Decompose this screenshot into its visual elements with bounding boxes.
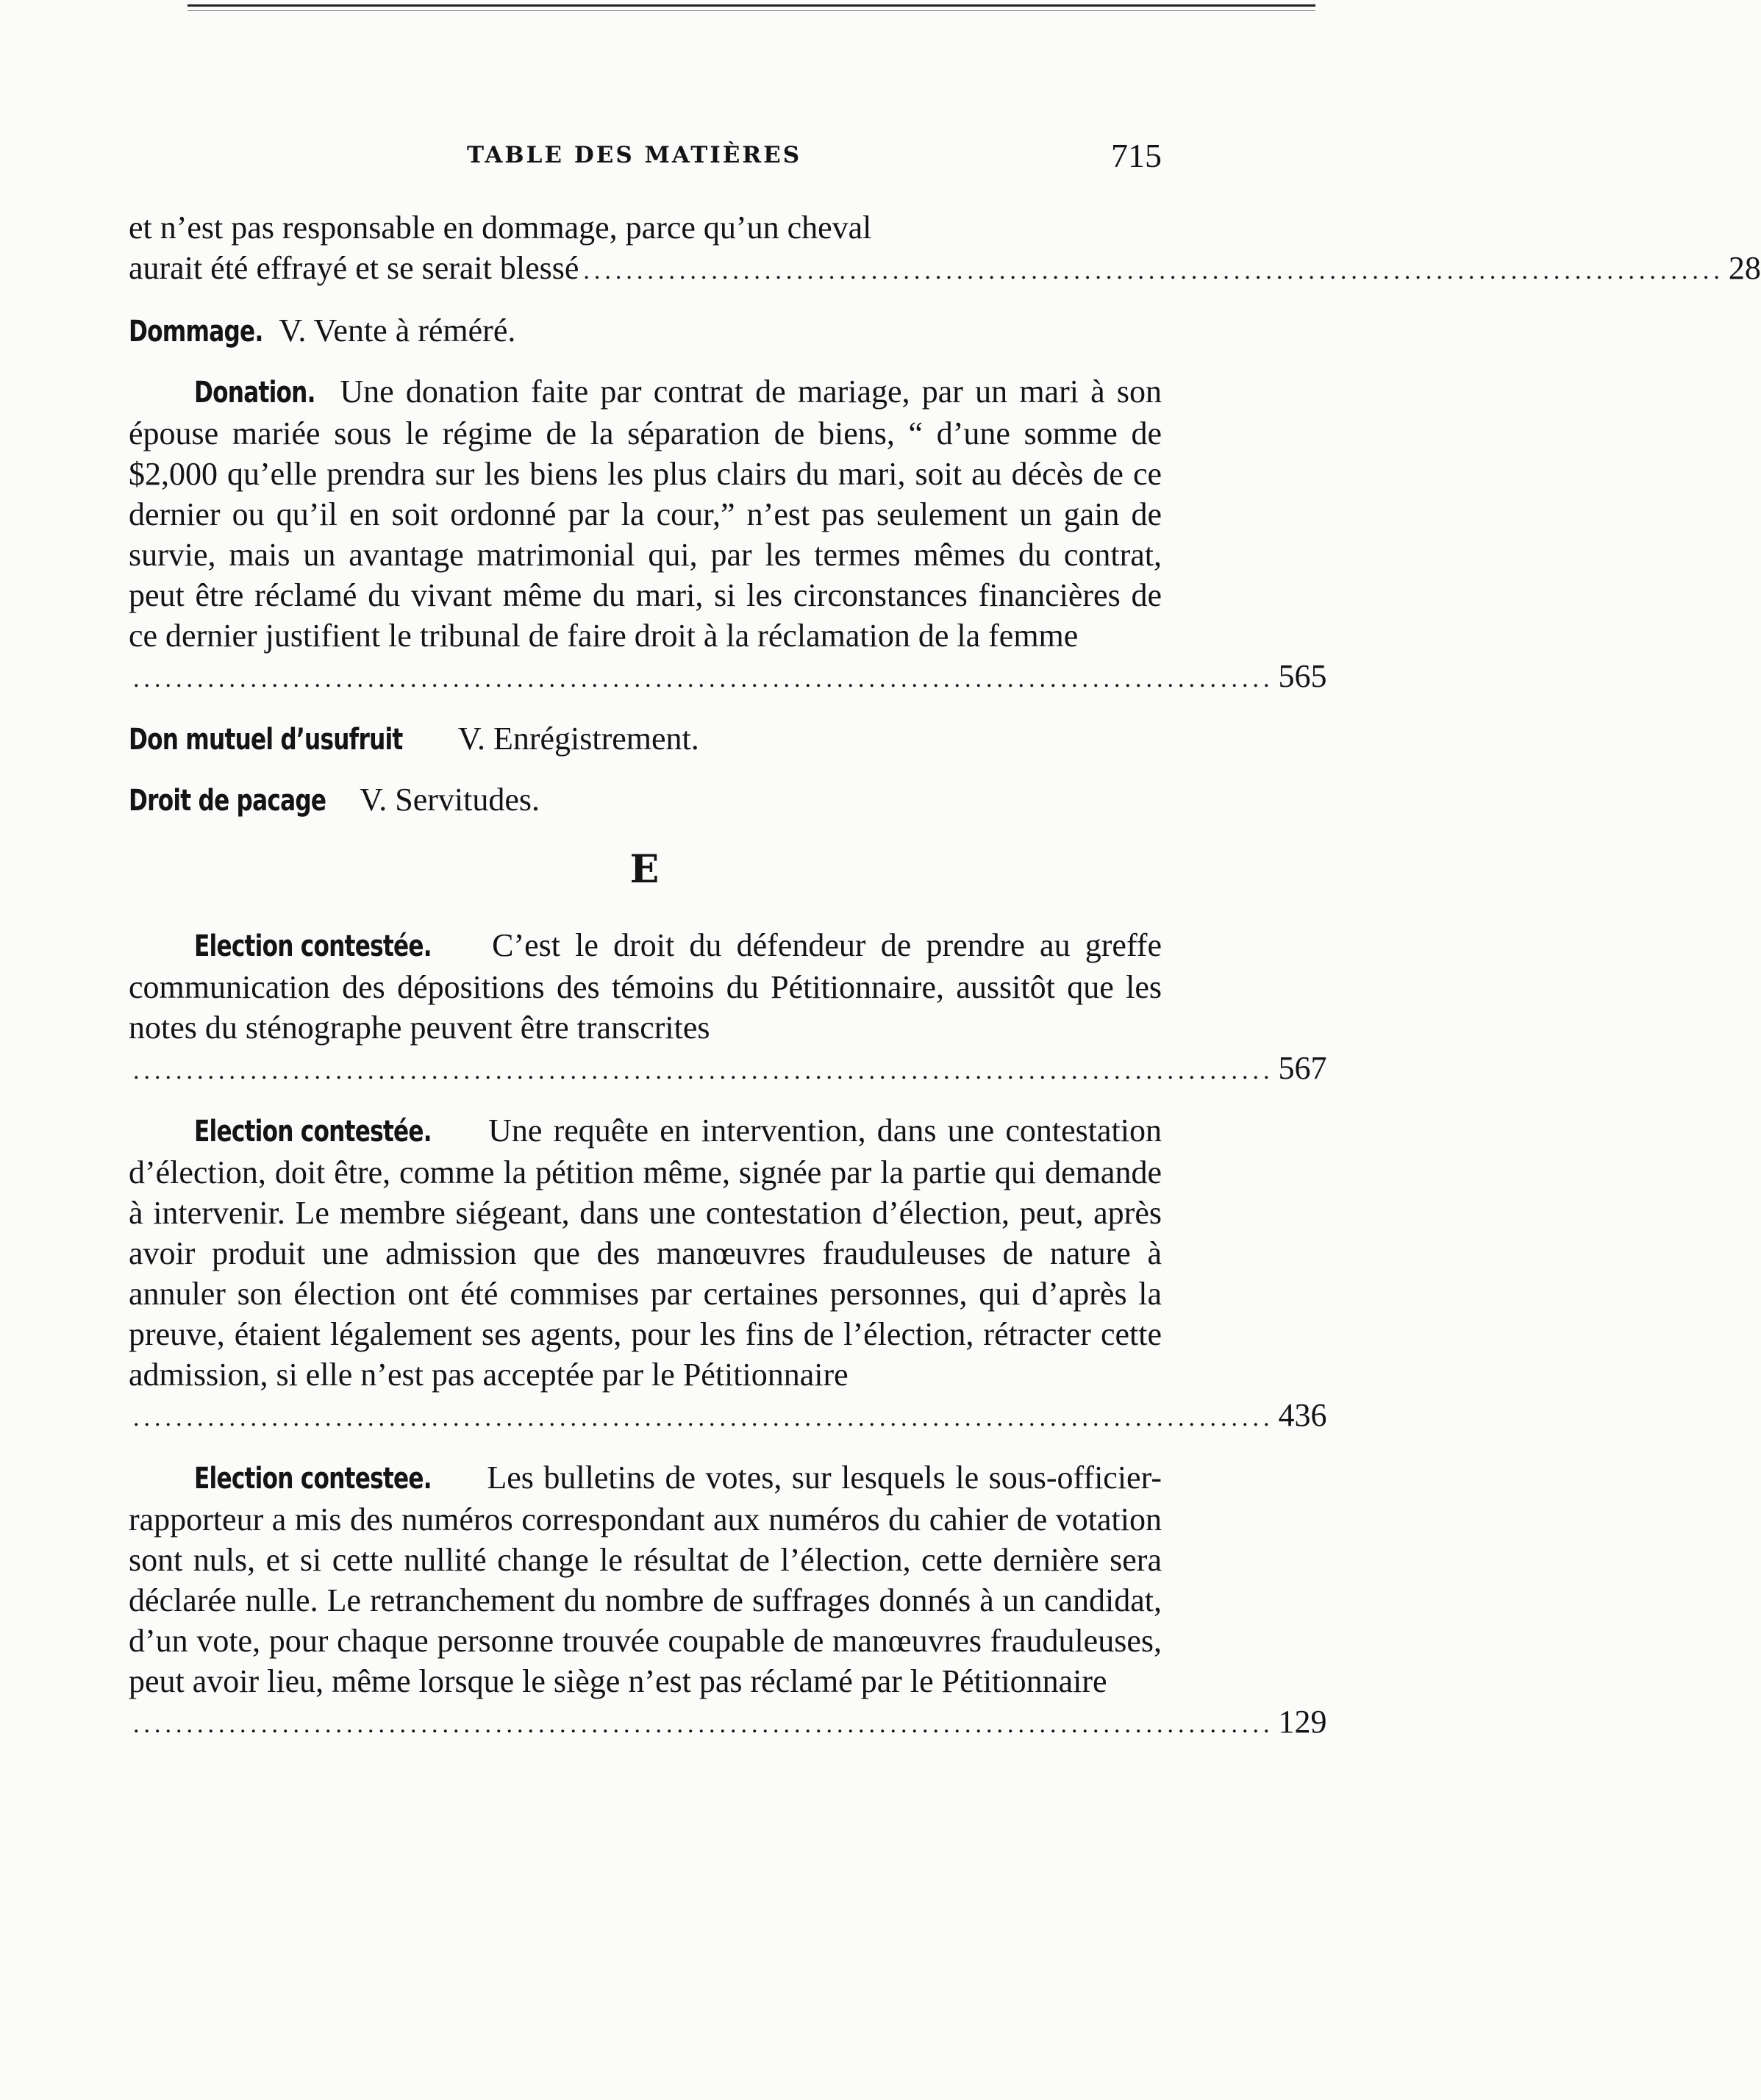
top-rule-thin (187, 10, 1315, 11)
entry-election-1 (129, 925, 1327, 1091)
leader-line (129, 1048, 1327, 1091)
page-ref: 436 (1278, 1397, 1327, 1433)
entry-body: V. Servitudes. (360, 782, 540, 818)
entry-body: C’est le droit du défendeur de prendre au greffe communication des dépositions des témoins du Pétitionnaire, aussitôt que les notes du sténographe peuvent être transcrites (129, 927, 1162, 1046)
page-ref: 567 (1278, 1050, 1327, 1086)
entry-body: et n’est pas responsable en dommage, parce qu’un cheval (129, 210, 872, 246)
entry-headword: Election contestée. (194, 1115, 432, 1149)
leader-dots: ........................................................................................................... (583, 257, 1724, 285)
entry-continuation (129, 207, 1761, 291)
page-header (129, 136, 1162, 180)
entry-headword: Election contestee. (194, 1462, 432, 1496)
page-content (129, 207, 1761, 1764)
leader-line (129, 1395, 1327, 1438)
leader-line (129, 248, 1761, 291)
entry-body: V. Enrégistrement. (457, 721, 699, 757)
page-ref: 129 (1278, 1704, 1327, 1740)
leader-line (129, 1701, 1327, 1745)
entry-headword: Dommage. (129, 315, 263, 349)
entry-headword: Donation. (194, 376, 315, 410)
top-rule (187, 4, 1315, 7)
page-ref: 28 (1728, 250, 1761, 286)
page-title: TABLE DES MATIÈRES (467, 142, 802, 168)
entry-body: Une donation faite par contrat de mariage, par un mari à son épouse mariée sous le régime de la séparation de biens, “ d’une somme de $2,000 qu’elle prendra sur les biens les plus clairs du mari, soit au décès de ce dernier ou qu’il en soit ordonné par la cour,” n’est pas seulement un gain de survie, mais un avantage matrimonial qui, par les termes mêmes du contrat, peut être réclamé du vivant même du mari, si les circonstances financières de ce dernier justifient le tribunal de faire droit à la réclamation de la femme (129, 374, 1162, 654)
entry-donation (129, 371, 1327, 699)
page-ref: 565 (1278, 658, 1327, 694)
entry-headword: Don mutuel d’usufruit (129, 723, 403, 757)
page-number: 715 (1111, 137, 1162, 174)
entry-don-mutuel (129, 718, 1162, 760)
entry-dommage (129, 310, 1162, 352)
section-letter: E (629, 847, 661, 892)
entry-body: V. Vente à réméré. (279, 312, 516, 349)
leader-dots: ........................................................................................................... (133, 1404, 1274, 1432)
entry-body: Les bulletins de votes, sur lesquels le sous-officier-rapporteur a mis des numéros correspondant aux numéros du cahier de votation sont nuls, et si cette nullité change le résultat de l’élection, cette dernière sera déclarée nulle. Le retranchement du nombre de suffrages donnés à un candidat, d’un vote, pour chaque personne trouvée coupable de manœuvres frauduleuses, peut avoir lieu, même lorsque le siège n’est pas réclamé par le Pétitionnaire (129, 1460, 1162, 1699)
leader-dots: ........................................................................................................... (133, 1057, 1274, 1085)
entry-election-3 (129, 1457, 1327, 1745)
entry-election-2 (129, 1110, 1327, 1438)
leader-line (129, 656, 1327, 699)
leader-dots: ........................................................................................................... (133, 665, 1274, 693)
entry-droit-de-pacage (129, 779, 1162, 821)
leader-dots: ........................................................................................................... (133, 1711, 1274, 1738)
entry-headword: Droit de pacage (129, 784, 326, 818)
entry-body: Une requête en intervention, dans une contestation d’élection, doit être, comme la pétition même, signée par la partie qui demande à intervenir. Le membre siégeant, dans une contestation d’élection, peut, après avoir produit une admission que des manœuvres frauduleuses de nature à annuler son élection ont été commises par certaines personnes, qui d’après la preuve, étaient légalement ses agents, pour les fins de l’élection, rétracter cette admission, si elle n’est pas acceptée par le Pétitionnaire (129, 1112, 1162, 1393)
entry-headword: Election contestée. (194, 929, 432, 963)
leader-text: aurait été effrayé et se serait blessé (129, 250, 579, 286)
